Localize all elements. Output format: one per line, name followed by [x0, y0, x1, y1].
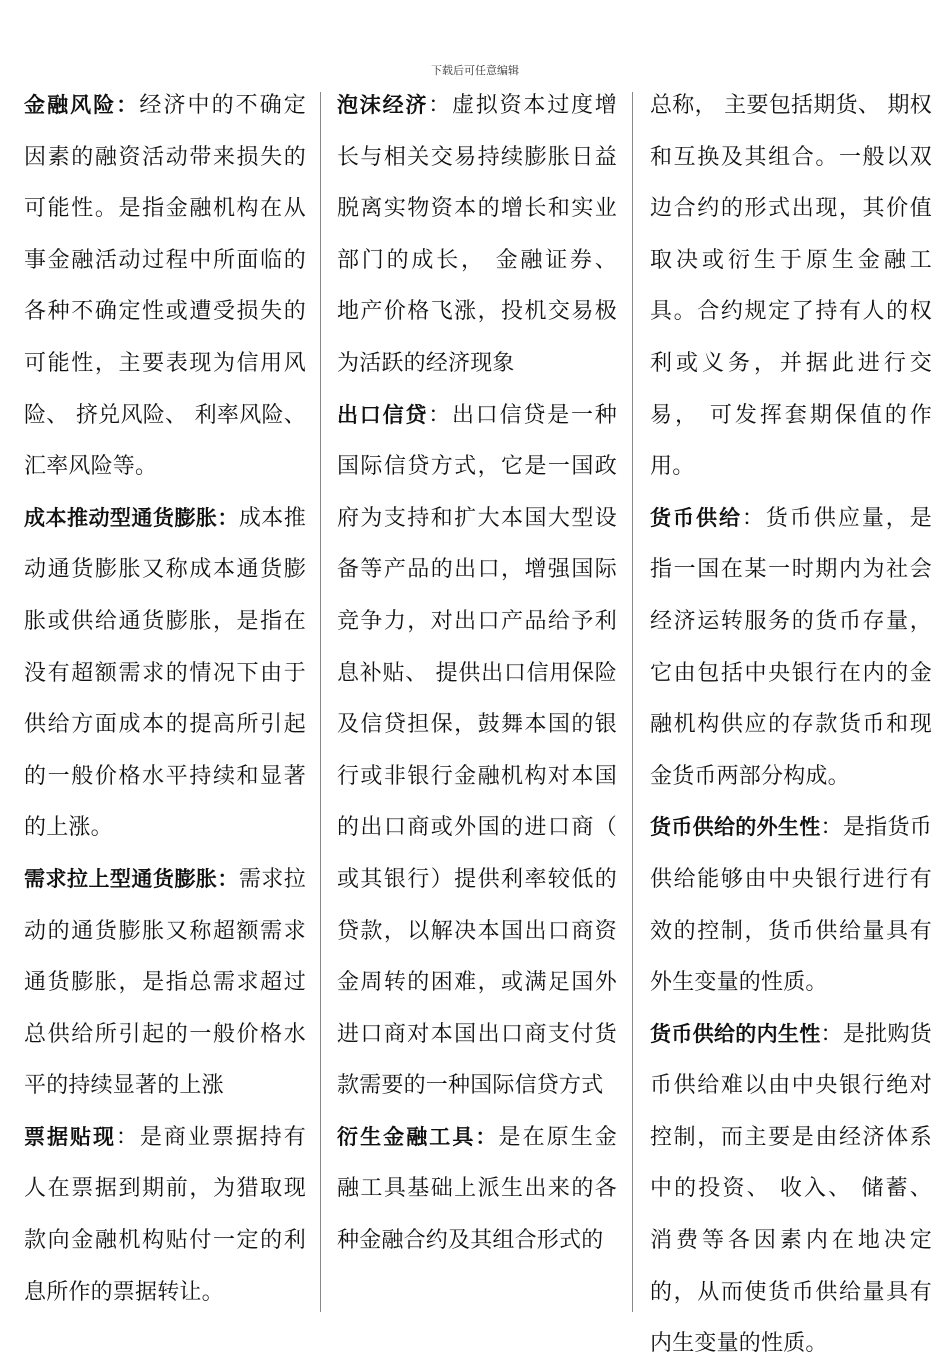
entry-bubble-economy	[337, 80, 617, 390]
term-label: 票据贴现	[24, 1124, 116, 1149]
definition-text: ：是指货币供给能够由中央银行进行有效的控制，货币供给量具有外生变量的性质。	[650, 815, 932, 996]
term-label: 出口信贷	[337, 402, 429, 427]
text-column-2	[337, 80, 617, 1267]
entry-bill-discount	[24, 1112, 306, 1318]
column-divider-1	[320, 92, 321, 1312]
definition-text: ：货币供应量，是指一国在某一时期内为社会经济运转服务的货币存量，它由包括中央银行在内的金融机构供应的存款货币和现金货币两部分构成。	[650, 505, 932, 789]
definition-text: ：是商业票据持有人在票据到期前，为猎取现款向金融机构贴付一定的利息所作的票据转让。	[24, 1124, 306, 1305]
entry-money-supply-endogeneity	[650, 1009, 932, 1370]
term-label: 需求拉上型通货膨胀：	[24, 866, 239, 891]
entry-derivatives	[337, 1112, 617, 1267]
entry-demand-pull-inflation	[24, 854, 306, 1112]
entry-derivatives-continued	[650, 80, 932, 493]
term-label: 金融风险：	[24, 93, 140, 117]
term-label: 货币供给的外生性	[650, 815, 821, 840]
definition-text: ：虚拟资本过度增长与相关交易持续膨胀日益脱离实物资本的增长和实业部门的成长， 金融证券、 地产价格飞涨，投机交易极为活跃的经济现象	[337, 93, 617, 376]
definition-text: ：是批购货币供给难以由中央银行绝对控制，而主要是由经济体系中的投资、 收入、 储蓄、 消费等各因素内在地决定的，从而使货币供给量具有内生变量的性质。	[650, 1021, 932, 1357]
definition-text: 总称， 主要包括期货、 期权和互换及其组合。一般以双边合约的形式出现，其价值取决或衍生于原生金融工具。合约规定了持有人的权利或义务，并据此进行交易， 可发挥套期保值的作用。	[650, 93, 932, 480]
term-label: 成本推动型通货膨胀：	[24, 505, 239, 530]
entry-export-credit	[337, 390, 617, 1112]
definition-text: 是在原生金融工具基础上派生出来的各种金融合约及其组合形式的	[337, 1124, 617, 1254]
term-label: 衍生金融工具：	[337, 1124, 499, 1149]
term-label: 货币供给的内生性	[650, 1021, 821, 1046]
definition-text: 经济中的不确定因素的融资活动带来损失的可能性。是指金融机构在从事金融活动过程中所面临的各种不确定性或遭受损失的可能性，主要表现为信用风险、 挤兑风险、 利率风险、 汇率风险等。	[24, 93, 307, 480]
page-header: 下载后可任意编辑	[431, 64, 519, 77]
term-label: 泡沫经济	[337, 93, 429, 117]
text-column-3	[650, 80, 932, 1370]
entry-money-supply	[650, 493, 932, 803]
definition-text: 需求拉动的通货膨胀又称超额需求通货膨胀，是指总需求超过总供给所引起的一般价格水平的持续显著的上涨	[24, 866, 306, 1099]
entry-money-supply-exogeneity	[650, 802, 932, 1008]
entry-cost-push-inflation	[24, 493, 306, 854]
definition-text: ：出口信贷是一种国际信贷方式，它是一国政府为支持和扩大本国大型设备等产品的出口，增强国际竞争力，对出口产品给予利息补贴、 提供出口信用保险及信贷担保，鼓舞本国的银行或非银行金融机构对本国的出口商或外国的进口商（ 或其银行）提供利率较低的贷款，以解决本国出口商资金周转的困难，或满足国外进口商对本国出口商支付货款需要的一种国际信贷方式	[337, 402, 617, 1099]
definition-text: 成本推动通货膨胀又称成本通货膨胀或供给通货膨胀，是指在没有超额需求的情况下由于供给方面成本的提高所引起的一般价格水平持续和显著的上涨。	[24, 505, 306, 841]
entry-financial-risk	[24, 80, 306, 493]
text-column-1	[24, 80, 306, 1318]
term-label: 货币供给	[650, 505, 742, 530]
column-divider-2	[632, 92, 633, 1312]
